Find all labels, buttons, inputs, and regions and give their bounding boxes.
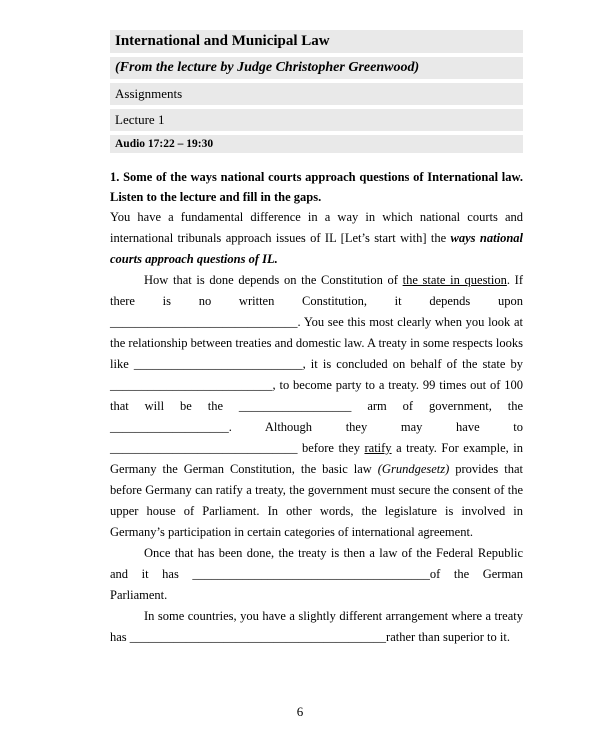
fill-gap: ______________________________ xyxy=(110,441,298,455)
text-segment: a treaty. For example, in Germany the German Constitution, the basic law xyxy=(110,441,523,476)
lecture-label: Lecture 1 xyxy=(110,109,523,131)
task-line-2: Listen to the lecture and fill in the gaps. xyxy=(110,190,322,204)
fill-gap: _________________________________________ xyxy=(129,630,387,644)
document-byline: (From the lecture by Judge Christopher Greenwood) xyxy=(110,57,523,79)
paragraph-main xyxy=(110,270,523,543)
document-content xyxy=(110,30,523,648)
text-segment: , it is concluded on behalf of the state by xyxy=(302,357,523,371)
fill-gap: __________________________ xyxy=(110,378,273,392)
text-segment: How that is done depends on the Constitution of xyxy=(144,273,403,287)
fill-gap: ______________________________________ xyxy=(192,567,430,581)
paragraph-once xyxy=(110,543,523,606)
underlined-word: ratify xyxy=(364,441,392,455)
italic-term: (Grundgesetz) xyxy=(377,462,450,476)
task-instructions xyxy=(110,167,523,207)
assignments-label: Assignments xyxy=(110,83,523,105)
underlined-phrase: the state in question xyxy=(402,273,507,287)
paragraph-intro xyxy=(110,207,523,270)
text-segment: rather than superior to it. xyxy=(386,630,510,644)
text-segment: . You see this most clearly when you look at the relationship between treaties and domestic law. A treaty in some respects looks like xyxy=(110,315,523,371)
text-segment: , to become party to a treaty. 99 times out of 100 that will be the xyxy=(110,378,523,413)
text-segment: provides that before Germany can ratify a treaty, the government must secure the consent of the upper house of Parliament. In other words, the legislature is involved in Germany’s participation in certain categories of international agreement. xyxy=(110,462,524,539)
audio-range-label: Audio 17:22 – 19:30 xyxy=(110,135,523,153)
text-segment: before they xyxy=(297,441,365,455)
text-segment: of the German Parliament. xyxy=(110,567,523,602)
fill-gap: ______________________________ xyxy=(110,315,298,329)
document-title: International and Municipal Law xyxy=(110,30,523,53)
text-segment: You have a fundamental difference in a way in which national courts and international tribunals approach issues of IL [Let’s start with] the xyxy=(110,210,523,245)
fill-gap: ___________________________ xyxy=(133,357,303,371)
text-segment: In some countries, you have a slightly different arrangement where a treaty has xyxy=(110,609,523,644)
emphasized-phrase: ways national courts approach questions of IL. xyxy=(110,231,523,266)
text-segment: . If there is no written Constitution, it depends upon xyxy=(110,273,523,308)
page-number: 6 xyxy=(296,704,304,719)
text-segment: Once that has been done, the treaty is then a law of the Federal Republic and it has xyxy=(110,546,523,581)
paragraph-countries xyxy=(110,606,523,648)
fill-gap: __________________ xyxy=(238,399,352,413)
text-segment: arm of government, the xyxy=(351,399,523,413)
task-line-1: 1. Some of the ways national courts approach questions of International law. xyxy=(110,170,523,184)
fill-gap: ___________________ xyxy=(110,420,229,434)
text-segment: . Although they may have to xyxy=(228,420,523,434)
